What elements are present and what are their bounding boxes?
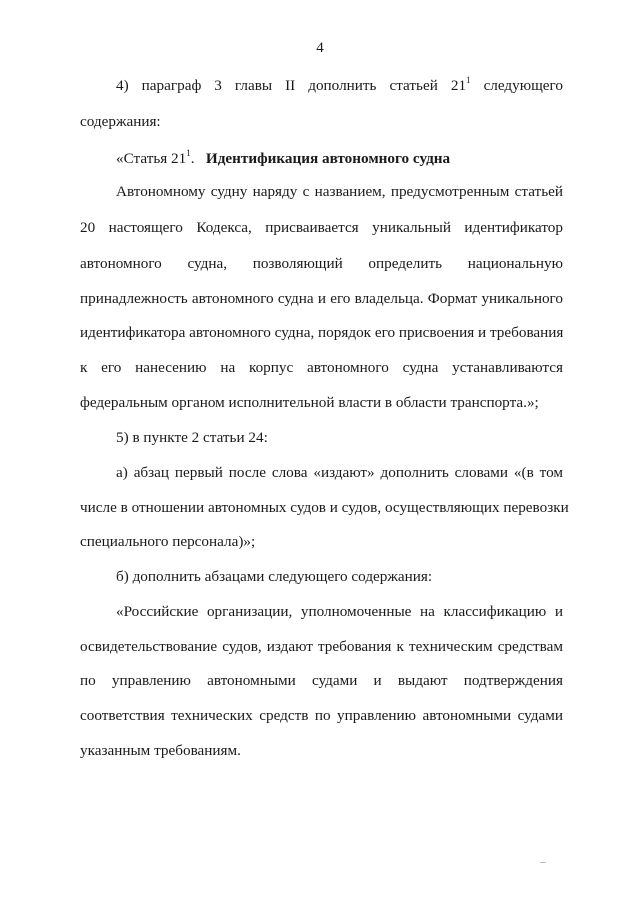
superscript: 1 (466, 75, 471, 85)
paragraph-line: Автономному судну наряду с названием, предусмотренным статьей (116, 183, 563, 200)
article-title: Идентификация автономного судна (205, 150, 451, 167)
item-4-text: 4) параграф 3 главы II дополнить статьей 21 (116, 77, 467, 94)
item-5a-line: числе в отношении автономных судов и судов, осуществляющих перевозки (80, 499, 569, 516)
item-5a-line: специального персонала)»; (80, 533, 256, 550)
quote-line: указанным требованиям. (80, 742, 241, 759)
superscript: 1 (186, 148, 191, 158)
page-number: 4 (316, 40, 324, 56)
paragraph-line: автономного судна, позволяющий определить национальную (80, 255, 563, 272)
paragraph-line: к его нанесению на корпус автономного судна устанавливаются (80, 359, 563, 376)
quote-line: по управлению автономными судами и выдают подтверждения (80, 672, 563, 689)
quote-line: соответствия технических средств по управлению автономными судами (80, 707, 563, 724)
article-prefix: «Статья 21 (116, 150, 187, 167)
quote-line: «Российские организации, уполномоченные на классификацию и (116, 603, 563, 620)
item-5a-line: а) абзац первый после слова «издают» дополнить словами «(в том (116, 464, 563, 481)
article-heading (116, 149, 563, 169)
item-4-line-2: содержания: (80, 113, 161, 130)
paragraph-line: идентификатора автономного судна, порядок его присвоения и требования (80, 324, 564, 341)
item-5b: б) дополнить абзацами следующего содержания: (116, 568, 433, 585)
quote-line: освидетельствование судов, издают требования к техническим средствам (80, 638, 563, 655)
paragraph-line: федеральным органом исполнительной власти в области транспорта.»; (80, 394, 539, 411)
item-5: 5) в пункте 2 статьи 24: (116, 429, 268, 446)
paragraph-line: принадлежность автономного судна и его владельца. Формат уникального (80, 290, 563, 307)
paragraph-line: 20 настоящего Кодекса, присваивается уникальный идентификатор (80, 219, 563, 236)
item-4-text-end: следующего (470, 77, 563, 94)
scan-mark (540, 862, 546, 863)
item-4-line-1 (116, 76, 563, 96)
article-dot: . (190, 150, 195, 167)
